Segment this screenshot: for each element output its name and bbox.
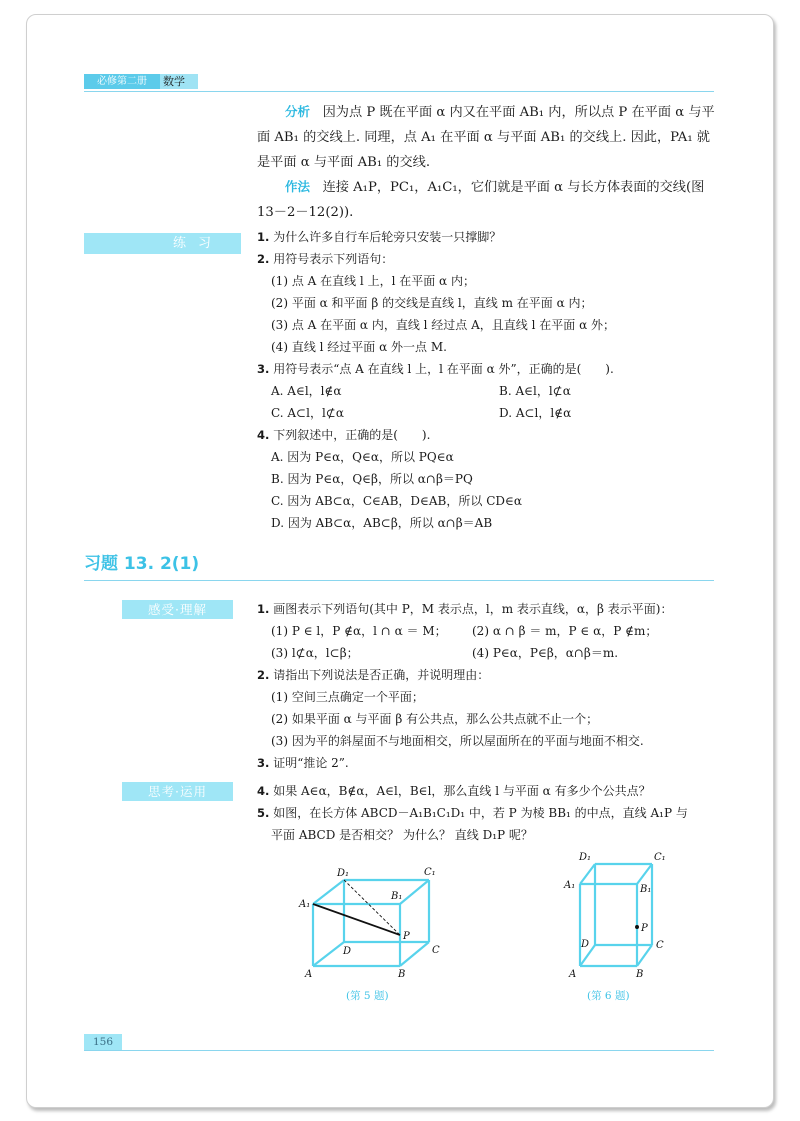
option-c: C. A⊂l，l⊄α [271,406,344,420]
figure-6-caption: (第 6 题) [587,990,630,1002]
perceive-tag: 感受·理解 [122,600,233,619]
label-c: C [656,940,664,951]
label-d: D [343,946,352,957]
option-b: B. A∈l，l⊄α [499,384,571,398]
section-line [271,827,533,843]
section-line [257,755,349,771]
label-d1: D₁ [579,852,592,863]
analysis-paragraph [257,99,719,175]
method-paragraph [257,174,719,225]
footer-rule [84,1050,714,1051]
exercise-line-text: (2) 平面 α 和平面 β 的交线是直线 l，直线 m 在平面 α 内； [271,296,593,310]
exercise-line [257,251,393,267]
label-p: P [641,923,648,934]
label-a1: A₁ [564,880,576,891]
section-line-text: (3) 因为平的斜屋面不与地面相交，所以屋面所在的平面与地面不相交. [271,734,644,748]
label-p: P [403,931,410,942]
exercise-line [271,339,447,355]
figure-5 [290,858,460,1008]
label-a: A [305,969,313,980]
question-number: 5. [257,806,270,820]
q1-item-1: (1) P ∈ l，P ∉α，l ∩ α ＝ M； [271,624,447,638]
question-number: 1. [257,602,270,616]
exercise-title: 练习 [172,236,223,251]
header-subject: 数学 [163,75,185,88]
exercise-line-text: 用符号表示下列语句： [273,252,394,266]
label-b1: B₁ [391,891,403,902]
figure-6 [560,846,675,1006]
exercise-line-text: 为什么许多自行车后轮旁只安装一只撑脚？ [273,230,502,244]
question-number: 2. [257,252,270,266]
section-title: 习题 13. 2(1) [84,554,200,574]
exercise-line [271,515,492,531]
exercise-line-text: (3) 点 A 在平面 α 内，直线 l 经过点 A，且直线 l 在平面 α 外； [271,318,615,332]
section-line-text: 如图，在长方体 ABCD－A₁B₁C₁D₁ 中，若 P 为棱 BB₁ 的中点，直线 A₁P 与 [273,806,688,820]
section-line-text: 如果 A∈α，B∉α，A∈l，B∈l，那么直线 l 与平面 α 有多少个公共点？ [273,784,651,798]
exercise-line [271,493,522,509]
method-label: 作法 [285,179,311,194]
analysis-text: 因为点 P 既在平面 α 内又在平面 AB₁ 内，所以点 P 在平面 α 与平面 AB₁ 的交线上. 同理，点 A₁ 在平面 α 与平面 AB₁ 的交线上. 因此，PA₁ 就是平面 α 与平面 AB₁ 的交线. [257,105,715,170]
label-a1: A₁ [299,899,311,910]
question-number: 1. [257,230,270,244]
section-line-text: (1) 空间三点确定一个平面； [271,690,424,704]
q1-item-4: (4) P∈α，P∈β，α∩β＝m. [472,646,619,660]
exercise-line [271,273,475,289]
exercise-line [257,361,614,377]
header-book-tag: 必修第二册 [84,74,160,89]
exercise-line-text: C. 因为 AB⊂α，C∈AB，D∈AB，所以 CD∈α [271,494,522,508]
cuboid-edges [580,864,652,966]
section-line [271,733,644,749]
exercise-line [271,471,473,487]
section-line [257,783,651,799]
page-number: 156 [84,1034,122,1050]
label-c: C [432,945,440,956]
exercise-line-text: 用符号表示“点 A 在直线 l 上，l 在平面 α 外”，正确的是( ). [273,362,614,376]
method-text: 连接 A₁P，PC₁，A₁C₁，它们就是平面 α 与长方体表面的交线(图 13－2－12(2)). [257,180,705,220]
label-b: B [398,969,406,980]
section-line-text: 请指出下列说法是否正确，并说明理由： [273,668,490,682]
section-line-text: 画图表示下列语句(其中 P，M 表示点，l，m 表示直线，α，β 表示平面)： [273,602,673,616]
analysis-label: 分析 [285,104,311,119]
exercise-line-text: 下列叙述中，正确的是( ). [273,428,431,442]
exercise-line [271,317,615,333]
section-line [271,689,424,705]
label-c1: C₁ [654,852,666,863]
q1-item-3: (3) l⊄α，l⊂β； [271,646,359,660]
exercise-line-text: B. 因为 P∈α，Q∈β，所以 α∩β＝PQ [271,472,473,486]
question-number: 3. [257,362,270,376]
label-b1: B₁ [640,884,652,895]
point-p [635,925,639,929]
figure-5-caption: (第 5 题) [346,990,389,1002]
label-b: B [636,969,644,980]
option-a: A. A∈l，l∉α [271,384,342,398]
label-d1: D₁ [337,868,350,879]
label-c1: C₁ [424,867,436,878]
exercise-line [257,229,501,245]
q1-item-2: (2) α ∩ β ＝ m，P ∈ α，P ∉m； [472,624,658,638]
exercise-line [257,427,430,443]
section-line [257,667,489,683]
section-line [257,805,688,821]
question-number: 3. [257,756,270,770]
exercise-band [84,233,241,254]
section-line [271,711,598,727]
section-line-text: 证明“推论 2”. [273,756,349,770]
exercise-line-text: (4) 直线 l 经过平面 α 外一点 M. [271,340,447,354]
question-number: 4. [257,428,270,442]
segment-a1p [313,904,400,935]
label-d: D [581,939,590,950]
exercise-line-text: D. 因为 AB⊂α，AB⊂β，所以 α∩β＝AB [271,516,493,530]
question-number: 2. [257,668,270,682]
section-rule [84,580,714,581]
header-rule [84,91,714,92]
think-tag: 思考·运用 [122,782,233,801]
section-line-text: 平面 ABCD 是否相交？ 为什么？ 直线 D₁P 呢？ [271,828,533,842]
segment-d1p [344,880,403,935]
cube-edges [313,880,429,966]
option-d: D. A⊂l，l∉α [499,406,572,420]
section-line [257,601,672,617]
exercise-line-text: A. 因为 P∈α，Q∈α，所以 PQ∈α [271,450,454,464]
exercise-line [271,295,593,311]
section-line-text: (2) 如果平面 α 与平面 β 有公共点，那么公共点就不止一个； [271,712,599,726]
label-a: A [569,969,577,980]
question-number: 4. [257,784,270,798]
exercise-line [271,449,454,465]
exercise-line-text: (1) 点 A 在直线 l 上，l 在平面 α 内； [271,274,475,288]
